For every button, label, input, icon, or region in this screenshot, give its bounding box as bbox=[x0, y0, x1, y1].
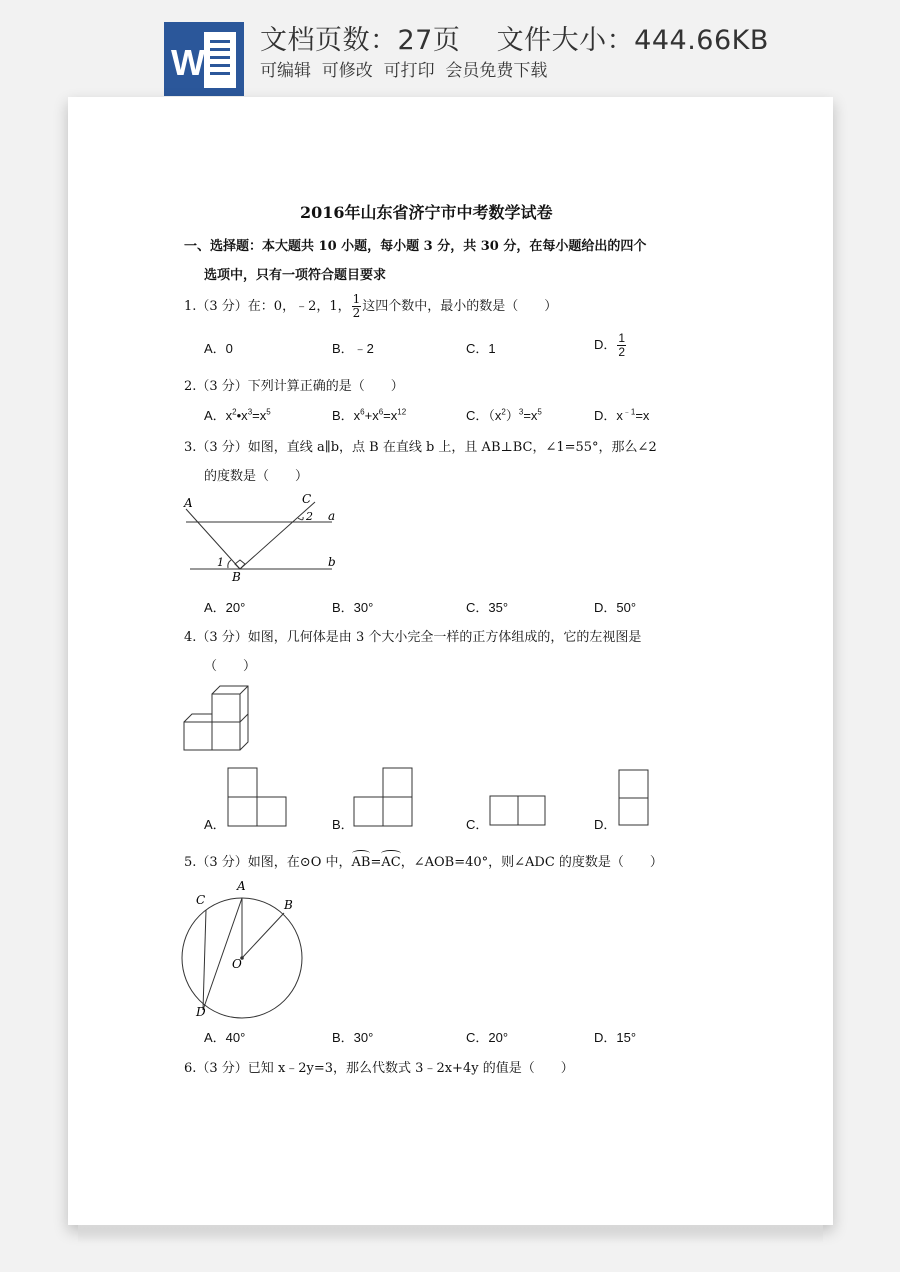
question-6: 6.（3 分）已知 x﹣2y=3，那么代数式 3﹣2x+4y 的值是（ ） bbox=[184, 1061, 574, 1076]
q2-option-a: A．$x^2•x^3=x^5$ bbox=[204, 407, 271, 423]
question-4-line1: 4.（3 分）如图，几何体是由 3 个大小完全一样的正方体组成的，它的左视图是 bbox=[184, 630, 642, 645]
svg-text:B: B bbox=[284, 898, 293, 912]
question-3-line1: 3.（3 分）如图，直线 a∥b，点 B 在直线 b 上，且 AB⊥BC，∠1=55°，那么∠2 bbox=[184, 440, 657, 455]
q4-option-c: C． bbox=[466, 817, 489, 832]
q5-figure-circle bbox=[176, 876, 310, 1022]
svg-text:1: 1 bbox=[217, 556, 224, 569]
svg-text:A: A bbox=[184, 496, 193, 510]
exam-title: 2016年山东省济宁市中考数学试卷 bbox=[300, 203, 553, 222]
header-banner bbox=[0, 0, 900, 100]
q2-option-b: B．$x^6+x^6=x^{12}$ bbox=[332, 407, 407, 423]
question-4-line2: （ ） bbox=[204, 659, 257, 674]
question-3-line2: 的度数是（ ） bbox=[204, 469, 309, 484]
section-heading-line2: 选项中，只有一项符合题目要求 bbox=[204, 268, 387, 283]
q1-option-c: C．1 bbox=[466, 341, 496, 356]
q4-option-c-view bbox=[488, 794, 548, 828]
word-doc-icon bbox=[164, 22, 244, 96]
arc-ac: AC bbox=[381, 855, 401, 870]
q5-option-d: D．15° bbox=[594, 1030, 637, 1045]
q1-option-a: A．0 bbox=[204, 341, 233, 356]
q5-option-c: C．20° bbox=[466, 1030, 509, 1045]
question-2: 2.（3 分）下列计算正确的是（ ） bbox=[184, 379, 404, 394]
fraction-half: $\frac{1}{2}$ bbox=[352, 292, 361, 320]
svg-text:D: D bbox=[196, 1005, 206, 1019]
q3-option-b: B．30° bbox=[332, 600, 374, 615]
q4-option-d-view bbox=[617, 768, 651, 828]
svg-text:a: a bbox=[328, 509, 336, 523]
q4-option-a-view bbox=[226, 766, 288, 828]
svg-text:O: O bbox=[232, 957, 242, 971]
section-heading-line1: 一、选择题：本大题共 10 小题，每小题 3 分，共 30 分，在每小题给出的四个 bbox=[184, 239, 647, 254]
document-page bbox=[68, 97, 833, 1225]
banner-subtitle: 可编辑 可修改 可打印 会员免费下载 bbox=[260, 61, 548, 81]
svg-text:C: C bbox=[196, 893, 206, 907]
svg-text:B: B bbox=[232, 570, 241, 584]
svg-text:b: b bbox=[328, 555, 336, 569]
svg-text:2: 2 bbox=[306, 510, 313, 523]
q4-option-b-view bbox=[352, 766, 414, 828]
q3-option-c: C．35° bbox=[466, 600, 509, 615]
q2-option-d: D．$x^{﹣1}=x$ bbox=[594, 407, 650, 423]
q3-option-a: A．20° bbox=[204, 600, 246, 615]
banner-title: 文档页数：27页 文件大小：444.66KB bbox=[260, 25, 769, 56]
q4-figure-cubes bbox=[180, 682, 250, 754]
svg-text:C: C bbox=[302, 492, 312, 506]
svg-text:A: A bbox=[237, 879, 246, 893]
word-logo-letter: W bbox=[171, 42, 205, 83]
q1-option-d: D． $\frac{1}{2}$ bbox=[594, 331, 626, 359]
q4-option-b: B． bbox=[332, 817, 354, 832]
q5-option-a: A．40° bbox=[204, 1030, 246, 1045]
q2-option-c: C．$(x^2)^3=x^5$ bbox=[466, 407, 542, 423]
question-1: 1.（3 分）在：0，﹣2，1， $\frac{1}{2}$ 这四个数中，最小的数是（ ） bbox=[184, 292, 558, 320]
q1-option-b: B．﹣2 bbox=[332, 341, 374, 356]
q3-option-d: D．50° bbox=[594, 600, 637, 615]
arc-ab: AB bbox=[351, 855, 371, 870]
q5-option-b: B．30° bbox=[332, 1030, 374, 1045]
page-shadow bbox=[78, 1225, 823, 1243]
question-5: 5.（3 分）如图，在⊙O 中，AB=AC，∠AOB=40°，则∠ADC 的度数是（ ） bbox=[184, 855, 663, 870]
q4-option-a: A． bbox=[204, 817, 226, 832]
q4-option-d: D． bbox=[594, 817, 617, 832]
q3-figure-parallel-lines bbox=[180, 490, 350, 585]
